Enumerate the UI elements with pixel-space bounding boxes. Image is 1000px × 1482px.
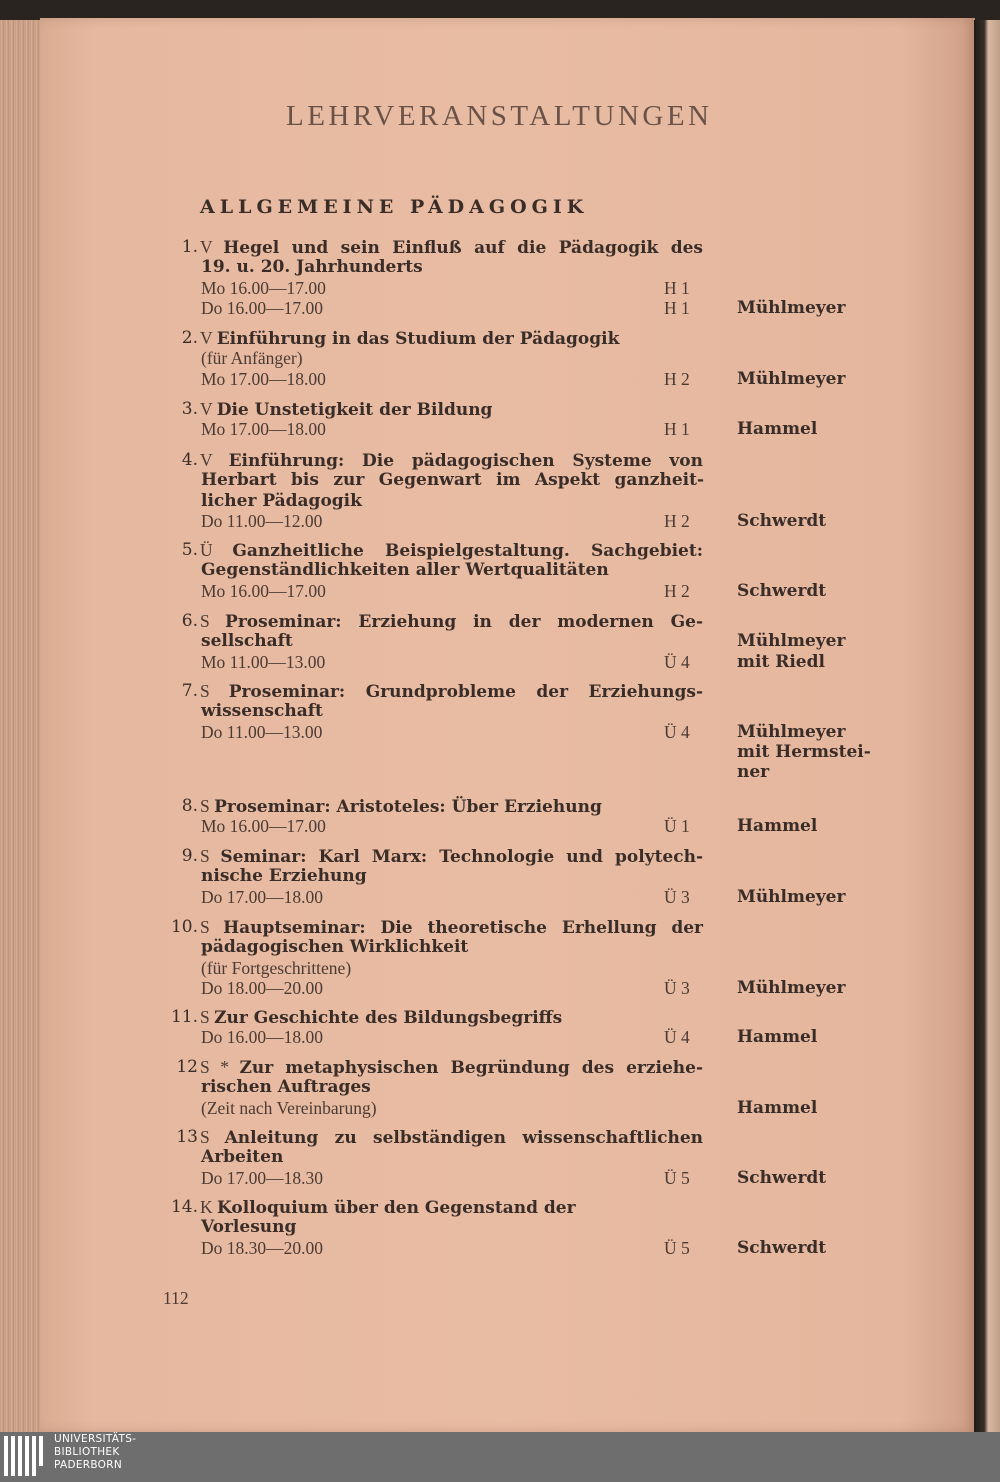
course-title-text: Proseminar: Grundprobleme der Erziehungs-	[228, 682, 703, 702]
course-lecturer: Mühlmeyer	[737, 721, 846, 742]
course-title-line	[200, 846, 703, 866]
course-room: Ü 3	[664, 886, 690, 907]
course-title-line	[201, 560, 609, 580]
course-lecturer: Schwerdt	[737, 580, 827, 601]
course-room: H 1	[664, 297, 690, 318]
course-title-text: Ganzheitliche Beispielgestaltung. Sachgebiet:	[232, 541, 704, 561]
course-lecturer: Mühlmeyer	[737, 297, 846, 318]
course-title-text: Proseminar: Erziehung in der modernen Ge-	[225, 612, 704, 632]
course-title-text: sellschaft	[201, 631, 293, 652]
course-schedule: Do 17.00—18.30	[201, 1167, 324, 1188]
course-schedule: Do 16.00—18.00	[201, 1027, 324, 1048]
course-schedule: Do 17.00—18.00	[201, 886, 324, 907]
course-schedule: Do 11.00—12.00	[201, 510, 323, 531]
course-schedule: Mo 16.00—17.00	[201, 580, 326, 601]
course-number: 10.	[170, 917, 198, 937]
course-title-line	[200, 328, 619, 348]
course-type: Ü	[200, 540, 233, 560]
course-title-text: licher Pädagogik	[201, 490, 362, 511]
course-title-line	[200, 1127, 703, 1147]
course-room: H 2	[664, 510, 690, 531]
course-note: (für Anfänger)	[201, 348, 303, 369]
course-title-line	[201, 1217, 296, 1237]
course-type: S *	[200, 1057, 240, 1077]
course-number: 5.	[181, 540, 198, 560]
course-title-text: Anleitung zu selbständigen wissenschaftlichen	[224, 1128, 704, 1148]
course-number: 7.	[181, 681, 198, 701]
course-type: K	[200, 1197, 218, 1217]
course-title-text: Hauptseminar: Die theoretische Erhellung der	[223, 918, 703, 938]
library-name-line: BIBLIOTHEK	[54, 1446, 120, 1458]
course-title-line	[201, 1147, 283, 1167]
course-schedule: Mo 11.00—13.00	[201, 651, 326, 672]
course-schedule: Do 18.00—20.00	[201, 977, 324, 998]
course-title-text: Hegel und sein Einfluß auf die Pädagogik des	[223, 238, 703, 258]
course-number: 1.	[181, 237, 198, 257]
course-type: S	[200, 681, 229, 701]
course-title-line	[200, 1007, 562, 1027]
course-lecturer: Mühlmeyer	[737, 977, 846, 998]
course-title-text: Gegenständlichkeiten aller Wertqualitäten	[201, 560, 609, 581]
course-title-line	[201, 631, 293, 651]
section-title: ALLGEMEINE PÄDAGOGIK	[200, 196, 589, 218]
course-lecturer: Mühlmeyer	[737, 368, 846, 389]
course-lecturer: Schwerdt	[737, 1167, 827, 1188]
course-type: V	[200, 328, 217, 348]
course-title-line	[200, 399, 492, 419]
page-header-title: LEHRVERANSTALTUNGEN	[286, 100, 713, 132]
course-room: H 2	[664, 368, 690, 389]
course-title-text: Herbart bis zur Gegenwart im Aspekt ganzheit-	[201, 470, 704, 491]
course-title-text: 19. u. 20. Jahrhunderts	[201, 257, 423, 278]
course-number: 4.	[181, 450, 198, 470]
page-number: 112	[163, 1288, 189, 1308]
course-type: V	[200, 237, 224, 257]
course-title-line	[201, 1098, 377, 1118]
course-lecturer: Hammel	[737, 1027, 818, 1048]
course-number: 3.	[181, 399, 198, 419]
course-room: Ü 4	[664, 651, 690, 672]
course-number: 14.	[170, 1197, 198, 1217]
course-note: (Zeit nach Vereinbarung)	[201, 1097, 377, 1118]
course-title-line	[201, 348, 303, 368]
course-title-line	[201, 257, 423, 277]
course-lecturer: mit Riedl	[737, 651, 825, 672]
course-title-line	[201, 866, 367, 886]
course-title-text: Zur Geschichte des Bildungsbegriffs	[214, 1008, 563, 1028]
course-number: 6.	[181, 611, 198, 631]
course-type: V	[200, 399, 217, 419]
course-title-line	[200, 1057, 703, 1077]
course-title-line	[200, 917, 703, 937]
course-type: S	[200, 846, 221, 866]
course-title-text: nische Erziehung	[201, 866, 367, 887]
course-type: V	[200, 450, 229, 470]
course-room: H 2	[664, 580, 690, 601]
course-lecturer: mit Hermstei-	[737, 741, 871, 762]
course-room: H 1	[664, 277, 690, 298]
course-title-text: Die Unstetigkeit der Bildung	[216, 400, 493, 420]
course-lecturer: Mühlmeyer	[737, 886, 846, 907]
library-name-line: PADERBORN	[54, 1459, 122, 1471]
course-number: 12	[176, 1057, 198, 1077]
course-title-text: Einführung in das Studium der Pädagogik	[216, 329, 620, 349]
course-schedule: Mo 16.00—17.00	[201, 816, 326, 837]
course-type: S	[200, 611, 226, 631]
course-title-line	[200, 611, 703, 631]
course-title-line	[201, 470, 704, 490]
course-lecturer: Hammel	[737, 419, 818, 440]
course-title-line	[200, 450, 703, 470]
course-schedule: Mo 17.00—18.00	[201, 419, 326, 440]
course-title-line	[200, 237, 703, 257]
course-lecturer: Hammel	[737, 816, 818, 837]
course-title-line	[200, 540, 703, 560]
course-title-text: Einführung: Die pädagogischen Systeme von	[228, 451, 703, 471]
course-schedule: Mo 17.00—18.00	[201, 368, 326, 389]
course-lecturer: Hammel	[737, 1097, 818, 1118]
course-note: (für Fortgeschrittene)	[201, 957, 352, 978]
course-number: 8.	[181, 796, 198, 816]
course-room: Ü 4	[664, 1027, 690, 1048]
course-title-text: rischen Auftrages	[201, 1077, 371, 1098]
course-title-text: Seminar: Karl Marx: Technologie und polytech-	[220, 847, 703, 867]
course-number: 2.	[181, 328, 198, 348]
course-lecturer: Schwerdt	[737, 510, 827, 531]
course-title-text: Vorlesung	[201, 1217, 297, 1238]
library-name-line: UNIVERSITÄTS-	[54, 1433, 137, 1445]
course-lecturer: Mühlmeyer	[737, 631, 846, 652]
course-room: Ü 4	[664, 721, 690, 742]
course-room: Ü 5	[664, 1237, 690, 1258]
course-schedule: Do 18.30—20.00	[201, 1237, 324, 1258]
library-footer	[0, 1432, 1000, 1482]
course-lecturer: Schwerdt	[737, 1237, 827, 1258]
course-title-line	[200, 796, 602, 816]
course-title-line	[201, 491, 362, 511]
course-title-text: pädagogischen Wirklichkeit	[201, 937, 469, 958]
course-title-line	[200, 1197, 576, 1217]
course-room: Ü 1	[664, 816, 690, 837]
course-title-text: wissenschaft	[201, 701, 323, 722]
course-title-line	[200, 681, 703, 701]
course-room: H 1	[664, 419, 690, 440]
course-type: S	[200, 917, 224, 937]
library-logo-icon	[4, 1436, 48, 1478]
course-type: S	[200, 1007, 215, 1027]
course-title-line	[201, 1077, 371, 1097]
course-room: Ü 3	[664, 977, 690, 998]
library-name	[54, 1433, 136, 1472]
course-room: Ü 5	[664, 1167, 690, 1188]
course-title-text: Arbeiten	[201, 1147, 284, 1168]
course-number: 13	[176, 1127, 198, 1147]
course-lecturer: ner	[737, 762, 770, 783]
course-title-text: Zur metaphysischen Begründung des erziehe-	[239, 1058, 703, 1078]
course-title-line	[201, 937, 468, 957]
course-number: 11.	[170, 1007, 198, 1027]
course-title-line	[201, 701, 323, 721]
course-title-text: Proseminar: Aristoteles: Über Erziehung	[214, 797, 602, 817]
course-type: S	[200, 1127, 225, 1147]
course-schedule: Mo 16.00—17.00	[201, 277, 326, 298]
course-title-text: Kolloquium über den Gegenstand der	[217, 1198, 576, 1218]
course-schedule: Do 11.00—13.00	[201, 721, 323, 742]
course-number: 9.	[181, 846, 198, 866]
course-title-line	[201, 958, 351, 978]
course-schedule: Do 16.00—17.00	[201, 297, 324, 318]
course-type: S	[200, 796, 215, 816]
